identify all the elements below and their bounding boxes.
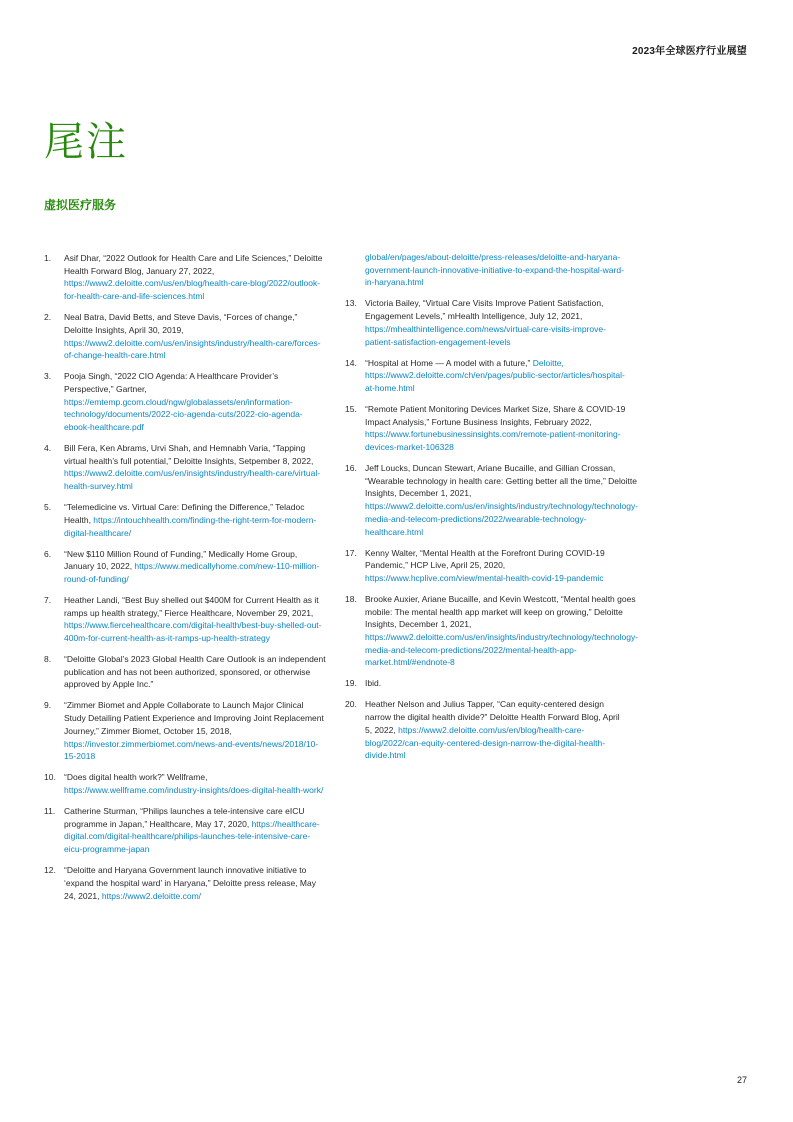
endnote-citation: “Deloitte and Haryana Government launch innovative initiative to ‘expand the hospital ward’ in Haryana,” Deloitte press release, May 24, 2021,	[64, 865, 316, 901]
endnote	[44, 699, 327, 763]
endnote-citation: “Does digital health work?” Wellframe,	[64, 772, 208, 783]
endnote	[44, 311, 327, 362]
endnote-citation: “Hospital at Home — A model with a future,”	[365, 357, 533, 368]
endnote-text	[64, 442, 327, 493]
endnote-citation: Heather Landi, “Best Buy shelled out $400M for Current Health as it ramps up health strategy,” Fierce Healthcare, November 29, 2021,	[64, 594, 319, 618]
endnote-number: 14.	[345, 357, 357, 368]
endnote-text	[365, 462, 638, 538]
endnote	[44, 864, 327, 902]
endnote-number: 9.	[44, 700, 52, 711]
endnote-link[interactable]: https://www2.deloitte.com/	[101, 890, 202, 901]
endnote-link[interactable]: https://mhealthintelligence.com/news/virtual-care-visits-improve-patient-satisfaction-engagement-levels	[365, 323, 606, 347]
endnote	[44, 805, 327, 856]
endnote	[345, 403, 628, 454]
endnote-text	[365, 403, 628, 454]
endnote-citation: Pooja Singh, “2022 CIO Agenda: A Healthcare Provider’s Perspective,” Gartner,	[64, 371, 279, 394]
endnote	[44, 653, 327, 691]
endnote-text	[64, 501, 327, 539]
endnotes-left-column	[44, 252, 327, 911]
page-title: 尾注	[44, 119, 128, 165]
endnote-text	[64, 311, 327, 362]
endnote-text	[64, 805, 327, 856]
endnote-number: 3.	[44, 371, 52, 382]
endnote-number: 13.	[345, 298, 357, 309]
endnote-citation: “New $110 Million Round of Funding,” Medically Home Group, January 10, 2022,	[64, 548, 298, 572]
endnote-text	[64, 771, 327, 796]
endnote	[44, 501, 327, 539]
endnote-number: 2.	[44, 312, 52, 323]
endnote-citation: Victoria Bailey, “Virtual Care Visits Improve Patient Satisfaction, Engagement Levels,” mHealth Intelligence, July 12, 2021,	[365, 298, 604, 322]
endnote-citation: “Deloitte Global’s 2023 Global Health Care Outlook is an independent publication and has not been authorized, sponsored, or otherwise approved by Apple Inc.”	[64, 654, 326, 690]
endnote-citation: Jeff Loucks, Duncan Stewart, Ariane Bucaille, and Gillian Crossan, “Wearable technology in health care: Getting better all the time,” Deloitte Insights, December 1, 2021,	[365, 463, 637, 499]
endnote-link[interactable]: https://www2.deloitte.com/us/en/insights/industry/technology/technology-media-and-telecom-predictions/2022/mental-health-app-market.html/#endnote-8	[365, 632, 639, 668]
endnote-link[interactable]: https://intouchhealth.com/finding-the-right-term-for-modern-digital-healthcare/	[64, 514, 317, 538]
endnote-link[interactable]: https://www2.deloitte.com/us/en/blog/health-care-blog/2022/outlook-for-health-care-and-life-sciences.html	[64, 278, 321, 302]
endnote-text	[64, 864, 327, 902]
endnote	[345, 677, 628, 690]
endnote-citation: Kenny Walter, “Mental Health at the Forefront During COVID-19 Pandemic,” HCP Live, April 25, 2020,	[365, 547, 605, 571]
endnote-text	[64, 370, 327, 434]
endnote-citation: Heather Nelson and Julius Tapper, “Can equity-centered design narrow the digital health divide?” Deloitte Health Forward Blog, April 5, 2022,	[365, 699, 620, 735]
endnote-text	[64, 252, 327, 303]
endnote-citation: Neal Batra, David Betts, and Steve Davis, “Forces of change,” Deloitte Insights, April 30, 2019,	[64, 312, 298, 335]
endnote-link[interactable]: https://www.wellframe.com/industry-insights/does-digital-health-work/	[64, 784, 324, 795]
endnote-link[interactable]: https://healthcare-digital.com/digital-healthcare/philips-launches-tele-intensive-care-eicu-programme-japan	[64, 818, 320, 855]
endnote-citation: Ibid.	[365, 678, 382, 689]
endnote	[44, 252, 327, 303]
endnote-link[interactable]: https://www.medicallyhome.com/new-110-million-round-of-funding/	[64, 561, 320, 584]
endnote-text	[64, 699, 327, 763]
endnote-number: 17.	[345, 547, 357, 558]
endnote-citation: Catherine Sturman, “Philips launches a tele-intensive care eICU programme in Japan,” Healthcare, May 17, 2020,	[64, 805, 305, 829]
endnote-link[interactable]: https://www2.deloitte.com/us/en/insights/industry/health-care/forces-of-change-health-care.html	[64, 337, 321, 361]
endnote	[44, 370, 327, 434]
endnote-link[interactable]: https://www.fiercehealthcare.com/digital-health/best-buy-shelled-out-400m-for-current-health-as-it-ramps-up-health-strategy	[64, 620, 322, 644]
endnote-number: 18.	[345, 593, 357, 604]
page-number: 27	[736, 1075, 747, 1085]
endnote-number: 1.	[44, 253, 52, 263]
endnote-number: 4.	[44, 443, 52, 454]
endnote-link[interactable]: https://www2.deloitte.com/us/en/insights/industry/technology/technology-media-and-telecom-predictions/2022/wearable-technology-healthcare.html	[365, 501, 639, 537]
endnote-link[interactable]: global/en/pages/about-deloitte/press-releases/deloitte-and-haryana-government-launch-innovative-initiative-to-expand-the-hospital-ward-in-haryana.html	[365, 252, 624, 288]
endnote-citation: “Zimmer Biomet and Apple Collaborate to Launch Major Clinical Study Detailing Patient Experience and Improving Joint Replacement Journey,” Zimmer Biomet, October 15, 2018,	[64, 700, 324, 736]
endnote-text	[64, 548, 327, 586]
endnote	[345, 462, 639, 538]
endnote-citation: Asif Dhar, “2022 Outlook for Health Care and Life Sciences,” Deloitte Health Forward Blog, January 27, 2022,	[64, 253, 323, 276]
endnote-link[interactable]: https://www.fortunebusinessinsights.com/remote-patient-monitoring-devices-market-106328	[365, 429, 621, 453]
endnote-number: 15.	[345, 403, 357, 414]
endnote-link[interactable]: https://www2.deloitte.com/us/en/insights/industry/health-care/virtual-health-survey.html	[64, 468, 321, 492]
endnote	[345, 547, 628, 585]
endnote-number: 19.	[345, 678, 357, 689]
endnote-number: 8.	[44, 654, 52, 665]
endnote-number: 20.	[345, 699, 357, 710]
endnote	[44, 548, 327, 586]
endnote-text	[365, 698, 628, 762]
endnote-text	[64, 594, 327, 645]
endnote-link[interactable]: https://emtemp.gcom.cloud/ngw/globalassets/en/information-technology/documents/2022-cio-agenda-cuts/2022-cio-agenda-ebook-healthcare.pdf	[64, 396, 303, 433]
endnote	[345, 593, 639, 669]
endnote-link[interactable]: Deloitte, https://www2.deloitte.com/ch/en/pages/public-sector/articles/hospital-at-home.html	[365, 357, 625, 393]
endnote-text	[365, 357, 628, 395]
endnote-number: 10.	[44, 772, 56, 783]
endnote-number: 11.	[44, 805, 56, 816]
endnote-number: 12.	[44, 865, 56, 876]
section-heading: 虚拟医疗服务	[44, 198, 117, 212]
endnote-text	[365, 677, 628, 690]
endnote-citation: Brooke Auxier, Ariane Bucaille, and Kevin Westcott, “Mental health goes mobile: The mental health app market will keep on growing,” Deloitte Insights, December 1, 2021,	[365, 593, 636, 630]
endnote-citation: Bill Fera, Ken Abrams, Urvi Shah, and Hemnabh Varia, “Tapping virtual health’s full potential,” Deloitte Insights, Setpember 8, 2022,	[64, 443, 314, 466]
endnote	[44, 442, 327, 493]
endnote	[345, 297, 628, 348]
endnote-text	[365, 593, 638, 669]
endnote-link[interactable]: https://www.hcplive.com/view/mental-health-covid-19-pandemic	[365, 572, 604, 583]
endnote-text	[365, 547, 628, 585]
endnote-link[interactable]: https://investor.zimmerbiomet.com/news-and-events/news/2018/10-15-2018	[64, 738, 319, 762]
endnote-citation: “Remote Patient Monitoring Devices Market Size, Share & COVID-19 Impact Analysis,” Fortune Business Insights, February 2022,	[365, 403, 626, 427]
endnote-citation: “Telemedicine vs. Virtual Care: Defining the Difference,” Teladoc Health,	[64, 502, 305, 525]
endnote-number: 16.	[345, 463, 357, 474]
endnote-text	[365, 297, 628, 348]
endnotes-right-column	[345, 251, 639, 770]
endnote-number: 5.	[44, 502, 52, 513]
endnote	[44, 594, 327, 645]
endnote-continuation	[345, 251, 628, 289]
endnote-link[interactable]: https://www2.deloitte.com/us/en/blog/health-care-blog/2022/can-equity-centered-design-narrow-the-digital-health-divide.html	[365, 724, 606, 761]
endnote-number: 7.	[44, 594, 52, 605]
endnote	[345, 357, 628, 395]
endnote	[345, 698, 628, 762]
endnote	[44, 771, 327, 796]
report-header-title: 2023年全球医疗行业展望	[632, 46, 747, 57]
endnote-text	[64, 653, 327, 691]
endnote-number: 6.	[44, 548, 52, 559]
